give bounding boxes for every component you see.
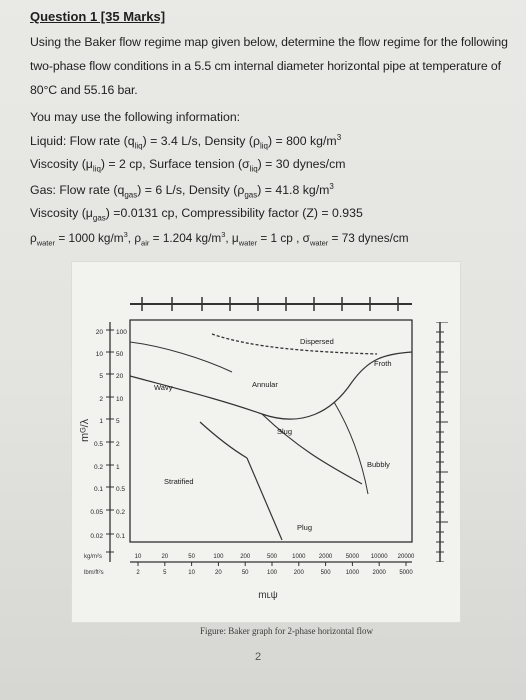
bottom-scale-top-label-0: 10 <box>134 554 142 560</box>
water-air-properties-line: $\rho_{water} = 1000$ $kg/m^3$, $\rho_{air} = 1.204$ $kg/m^3$, $\mu_{water} = 1$ cp , $\sigma_{water} = 73$ dynes/cm <box>30 230 409 248</box>
figure-caption: Figure: Baker graph for 2-phase horizontal flow <box>200 626 373 636</box>
bottom-scale-top-label-8: 5000 <box>345 554 360 560</box>
left-scale-outer-label-5: 0.5 <box>93 441 103 448</box>
left-scale-inner-label-3: 10 <box>116 396 124 403</box>
region-annular: Annular <box>252 380 278 389</box>
bottom-scale-bottom-label-8: 1000 <box>345 570 360 576</box>
y-axis-label: mᴳ/λ <box>79 418 91 442</box>
unit-top-label: kg/m²s <box>84 554 102 560</box>
left-scale-outer-label-4: 1 <box>99 418 103 425</box>
bottom-scale-top-label-2: 50 <box>188 554 195 560</box>
bottom-scale-bottom-label-9: 2000 <box>372 570 386 576</box>
region-slug: Slug <box>277 427 293 436</box>
left-scale-inner-label-0: 100 <box>116 329 127 336</box>
side-scale <box>430 322 458 562</box>
left-scale-outer-label-0: 20 <box>95 329 103 336</box>
left-scale-inner-label-1: 50 <box>116 351 124 358</box>
left-scale-outer-label-3: 2 <box>99 396 103 403</box>
left-scale-inner-label-9: 0.1 <box>116 533 126 540</box>
region-plug: Plug <box>297 523 313 532</box>
slug-boundary <box>262 414 362 484</box>
baker-chart-figure <box>72 262 460 622</box>
bottom-scale-bottom-label-0: 2 <box>136 570 140 576</box>
question-title: Question 1 [35 Marks] <box>30 9 166 24</box>
bottom-scale-top-label-1: 20 <box>161 554 169 560</box>
left-scale-outer-label-6: 0.2 <box>93 464 103 471</box>
left-scale-outer-label-8: 0.05 <box>90 509 103 516</box>
bottom-scale-bottom-label-7: 500 <box>320 570 331 576</box>
dispersed-boundary <box>212 334 377 354</box>
gas-flow-line: Gas: Flow rate $(q_{gas}) = 6$ L/s, Density $(\rho_{gas}) = 41.8$ $kg/m^3$ <box>30 182 334 200</box>
bottom-scale-bottom-label-6: 200 <box>293 570 304 576</box>
liquid-flow-line: Liquid: Flow rate $(q_{liq}) = 3.4$ L/s, Density $(\rho_{liq}) = 800$ $kg/m^3$ <box>30 133 342 151</box>
bottom-scale-bottom-label-4: 50 <box>241 570 249 576</box>
x-axis-label: mʟψ <box>258 590 278 601</box>
region-froth: Froth <box>374 359 392 368</box>
left-scale-inner-label-8: 0.2 <box>116 509 126 516</box>
bottom-scale-top-label-4: 200 <box>240 554 251 560</box>
bottom-scale-bottom-label-3: 20 <box>215 570 222 576</box>
bottom-scale-bottom-label-1: 5 <box>163 570 167 576</box>
bottom-scale-bottom-label-5: 100 <box>266 570 278 576</box>
left-scale-inner-label-2: 20 <box>116 373 124 380</box>
left-scale-inner-label-4: 5 <box>116 418 120 425</box>
bottom-scale-top-label-7: 2000 <box>318 554 333 560</box>
region-wavy: Wavy <box>154 383 173 392</box>
bottom-scale-top-label-5: 500 <box>266 554 278 560</box>
gas-viscosity-line: Viscosity $(\mu_{gas}) =0.0131$ cp, Compressibility factor (Z) = 0.935 <box>30 206 363 223</box>
plug-boundary <box>247 458 282 540</box>
stratified-boundary <box>200 422 247 458</box>
page-number: 2 <box>255 651 262 663</box>
liquid-viscosity-line: Viscosity $(\mu_{liq}) = 2$ cp, Surface tension $(\sigma_{liq}) = 30$ dynes/cm <box>30 157 346 174</box>
bottom-scale-top-label-10: 20000 <box>397 554 415 560</box>
region-bubbly: Bubbly <box>367 460 390 469</box>
bottom-scale-top-label-9: 10000 <box>370 554 388 560</box>
side-scale-ticks <box>436 322 448 562</box>
bottom-scale-top-label-6: 1000 <box>292 554 306 560</box>
left-scale-outer-label-7: 0.1 <box>93 486 103 493</box>
question-intro: Using the Baker flow regime map given below, determine the flow regime for the following two-phase flow conditions in a 5.5 cm internal diameter horizontal pipe at temperature of 80°C and 55.16 bar. <box>30 35 508 97</box>
unit-bottom-label: lbm/ft²s <box>84 570 104 576</box>
bottom-scale-top-label-3: 100 <box>213 554 224 560</box>
baker-chart-svg <box>72 262 460 622</box>
region-dispersed: Dispersed <box>300 337 334 346</box>
wavy-upper-boundary <box>130 342 232 372</box>
left-scale-outer-label-9: 0.02 <box>90 533 103 540</box>
left-scale-inner-label-7: 0.5 <box>116 486 126 493</box>
left-scale-outer-label-2: 5 <box>99 373 103 380</box>
bottom-scale-bottom-label-2: 10 <box>188 570 195 576</box>
info-label: You may use the following information: <box>30 110 241 124</box>
left-scale-outer-label-1: 10 <box>95 351 103 358</box>
bottom-scale-bottom-label-10: 5000 <box>399 570 413 576</box>
region-stratified: Stratified <box>164 477 194 486</box>
left-scale-inner-label-6: 1 <box>116 464 120 471</box>
plot-frame <box>130 320 412 542</box>
left-scale-inner-label-5: 2 <box>116 441 120 448</box>
bubbly-boundary <box>334 402 368 494</box>
